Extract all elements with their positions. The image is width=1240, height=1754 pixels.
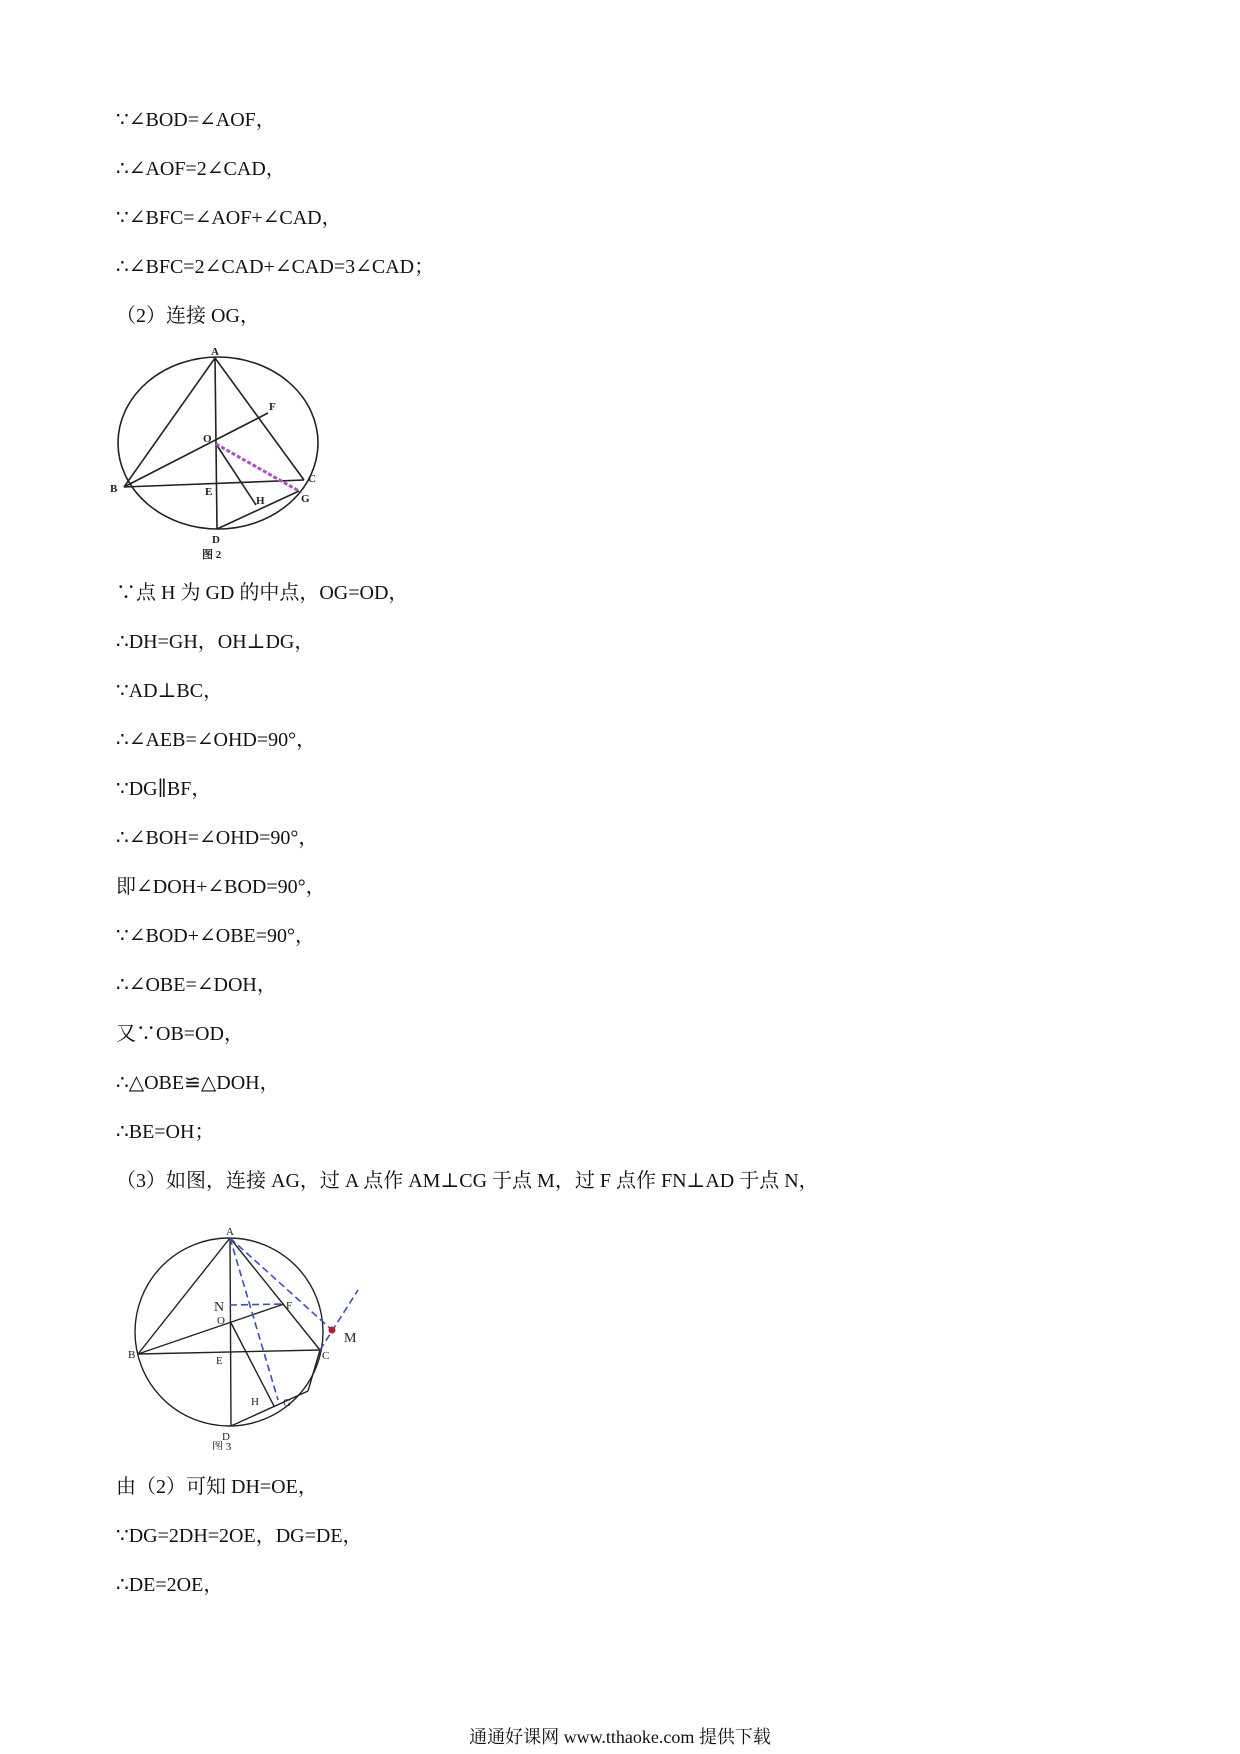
- text-line: 即∠DOH+∠BOD=90°，: [116, 876, 326, 898]
- fig2-line-BF: [124, 413, 268, 487]
- fig3-label-G: G: [283, 1397, 291, 1409]
- fig3-line-AM: [230, 1238, 332, 1330]
- text-line: （2）连接 OG，: [116, 305, 260, 327]
- fig2-line-OH: [216, 444, 256, 505]
- fig2-label-F: F: [269, 401, 276, 413]
- fig3-line-AD: [230, 1238, 231, 1426]
- text-line: ∴∠OBE=∠DOH，: [116, 974, 277, 996]
- fig3-label-B: B: [128, 1349, 136, 1361]
- fig3-label-N: N: [214, 1300, 225, 1315]
- text-line: ∴∠AEB=∠OHD=90°，: [116, 729, 317, 751]
- page-footer: 通通好课网 www.tthaoke.com 提供下载: [469, 1727, 771, 1747]
- fig2-label-A: A: [211, 346, 219, 358]
- text-line: ∵∠BOD=∠AOF，: [116, 109, 276, 131]
- fig3-label-C: C: [322, 1350, 330, 1362]
- fig2-label-O: O: [203, 433, 212, 445]
- text-line: ∴DE=2OE，: [116, 1574, 224, 1596]
- text-line: ∴DH=GH，OH⊥DG，: [116, 631, 315, 653]
- fig3-label-H: H: [251, 1396, 259, 1408]
- fig3-point-M: [329, 1327, 336, 1334]
- fig2-caption: 图 2: [202, 549, 222, 561]
- fig3-line-AG: [230, 1238, 278, 1400]
- fig3-label-E: E: [216, 1355, 223, 1367]
- fig3-line-BC: [138, 1350, 320, 1354]
- text-line: ∴BE=OH；: [116, 1121, 215, 1143]
- fig2-line-BC: [124, 480, 304, 487]
- fig3-label-F: F: [286, 1300, 293, 1312]
- text-line: 又∵OB=OD，: [116, 1023, 244, 1045]
- text-line: ∴∠BOH=∠OHD=90°，: [116, 827, 319, 849]
- fig3-label-D: D: [222, 1431, 230, 1443]
- fig2-label-B: B: [110, 483, 118, 495]
- fig3-line-FN: [230, 1304, 284, 1305]
- text-line: ∵DG∥BF，: [116, 778, 212, 800]
- fig2-label-E: E: [205, 486, 213, 498]
- fig2-label-G: G: [301, 493, 310, 505]
- text-line: ∵DG=2DH=2OE，DG=DE，: [116, 1525, 363, 1547]
- fig3-line-AB: [138, 1238, 230, 1354]
- fig3-line-AC: [230, 1238, 320, 1350]
- text-line: ∵∠BFC=∠AOF+∠CAD，: [116, 207, 342, 229]
- text-line: ∴∠AOF=2∠CAD，: [116, 158, 286, 180]
- figure-3-diagram: [128, 1218, 368, 1450]
- text-line: ∵AD⊥BC，: [116, 680, 224, 702]
- text-line: （3）如图，连接 AG，过 A 点作 AM⊥CG 于点 M，过 F 点作 FN⊥AD 于点 N，: [116, 1170, 819, 1192]
- text-line: ∴∠BFC=2∠CAD+∠CAD=3∠CAD；: [116, 256, 435, 278]
- fig2-line-AB: [124, 358, 215, 487]
- figure-2-diagram: [108, 340, 328, 565]
- text-line: ∵点 H 为 GD 的中点，OG=OD，: [116, 582, 409, 604]
- fig3-caption: 图 3: [212, 1441, 232, 1450]
- fig2-line-OG: [216, 444, 299, 491]
- text-line: ∴△OBE≌△DOH，: [116, 1072, 280, 1094]
- fig3-line-OH: [230, 1321, 274, 1406]
- fig3-label-M: M: [344, 1331, 357, 1346]
- fig3-circle: [135, 1238, 323, 1426]
- fig3-label-A: A: [226, 1226, 234, 1238]
- fig3-label-O: O: [217, 1315, 225, 1327]
- fig2-label-D: D: [212, 534, 220, 546]
- fig2-circle: [118, 357, 318, 529]
- fig2-label-H: H: [256, 495, 265, 507]
- fig2-label-C: C: [308, 473, 316, 485]
- text-line: 由（2）可知 DH=OE，: [116, 1476, 318, 1498]
- text-line: ∵∠BOD+∠OBE=90°，: [116, 925, 316, 947]
- fig3-line-CG: [308, 1350, 320, 1391]
